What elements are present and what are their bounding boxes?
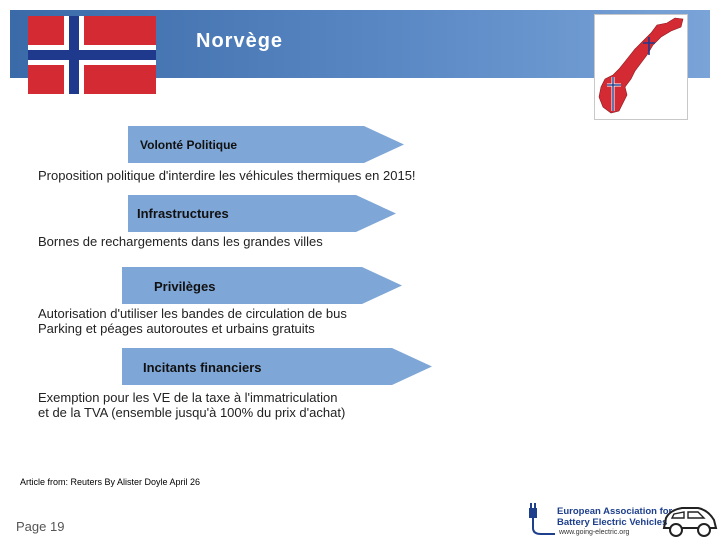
section-text-privileges-2: Parking et péages autoroutes et urbains gratuits xyxy=(38,321,315,336)
norway-map-icon xyxy=(595,15,687,119)
section-text-incitants-1: Exemption pour les VE de la taxe à l'immatriculation xyxy=(38,390,338,405)
section-title-privileges: Privilèges xyxy=(154,279,216,294)
source-citation: Article from: Reuters By Alister Doyle April 26 xyxy=(20,477,201,487)
plug-icon xyxy=(525,500,557,540)
logo-line-1: European Association for xyxy=(557,506,673,517)
logo-line-2: Battery Electric Vehicles xyxy=(557,517,668,528)
section-text-infrastructures: Bornes de rechargements dans les grandes villes xyxy=(38,234,323,249)
section-text-incitants-2: et de la TVA (ensemble jusqu'à 100% du prix d'achat) xyxy=(38,405,346,420)
page-title: Norvège xyxy=(196,30,284,52)
section-title-infrastructures: Infrastructures xyxy=(137,206,229,221)
section-text-volonte: Proposition politique d'interdire les véhicules thermiques en 2015! xyxy=(38,168,416,183)
section-title-incitants: Incitants financiers xyxy=(143,360,262,375)
page-number: Page 19 xyxy=(16,519,65,534)
section-title-volonte: Volonté Politique xyxy=(140,138,238,152)
norway-map xyxy=(594,14,688,120)
car-icon xyxy=(660,500,720,540)
norway-flag-icon xyxy=(28,16,156,94)
section-text-privileges-1: Autorisation d'utiliser les bandes de circulation de bus xyxy=(38,306,347,321)
logo-url: www.going-electric.org xyxy=(559,529,630,536)
aveb-logo xyxy=(525,500,720,540)
